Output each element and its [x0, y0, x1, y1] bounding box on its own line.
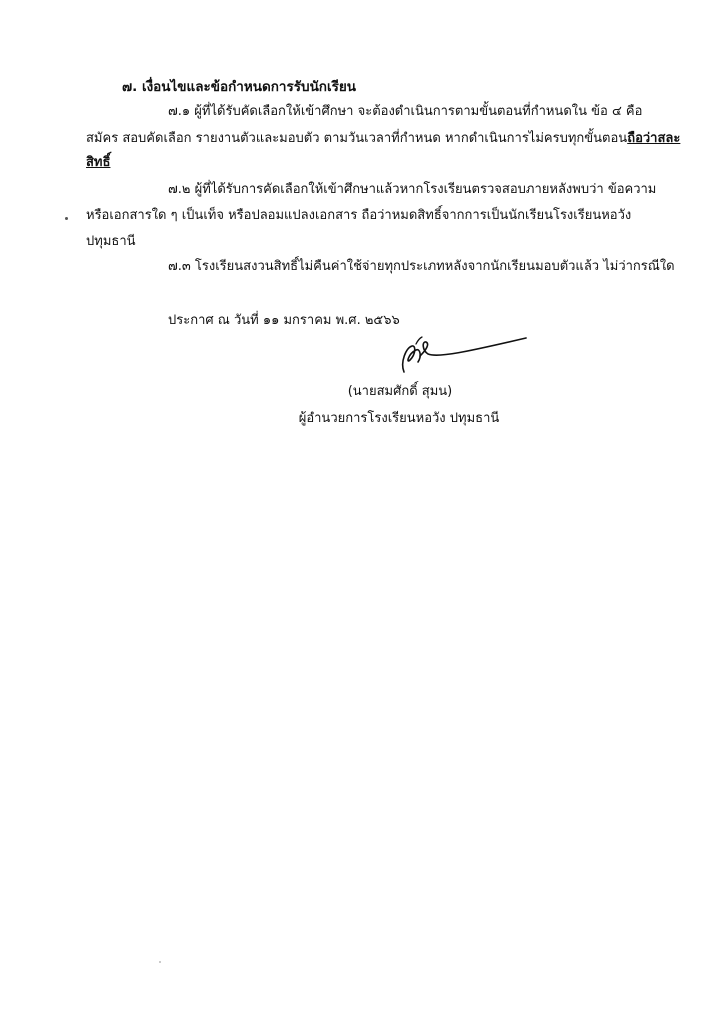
- item-7-1-line-2-text: สมัคร สอบคัดเลือก รายงานตัวและมอบตัว ตามวันเวลาที่กำหนด หากดำเนินการไม่ครบทุกขั้นตอน: [86, 131, 628, 146]
- item-7-1-line-2: [86, 130, 680, 148]
- item-7-1-emphasis-end: สิทธิ์: [86, 155, 111, 170]
- item-7-1-line-1: ๗.๑ ผู้ที่ได้รับคัดเลือกให้เข้าศึกษา จะต้องดำเนินการตามขั้นตอนที่กำหนดใน ข้อ ๔ คือ: [168, 104, 643, 119]
- handwritten-signature: [386, 332, 536, 376]
- item-7-2-line-1: ๗.๒ ผู้ที่ได้รับการคัดเลือกให้เข้าศึกษาแล้วหากโรงเรียนตรวจสอบภายหลังพบว่า ข้อความ: [168, 182, 657, 197]
- item-7-2-line-2: หรือเอกสารใด ๆ เป็นเท็จ หรือปลอมแปลงเอกสาร ถือว่าหมดสิทธิ์จากการเป็นนักเรียนโรงเรียนหอวัง: [86, 208, 632, 223]
- item-7-3-line-1: ๗.๓ โรงเรียนสงวนสิทธิ์ไม่คืนค่าใช้จ่ายทุกประเภทหลังจากนักเรียนมอบตัวแล้ว ไม่ว่ากรณีใด: [168, 259, 675, 274]
- announcement-date: ประกาศ ณ วันที่ ๑๑ มกราคม พ.ศ. ๒๕๖๖: [168, 313, 400, 328]
- item-7-1-emphasis-start: ถือว่าสละ: [627, 131, 681, 146]
- scan-speck: [65, 217, 68, 220]
- scan-speck: [159, 961, 161, 963]
- section-heading: ๗. เงื่อนไขและข้อกำหนดการรับนักเรียน: [122, 79, 356, 95]
- item-7-2-line-3: ปทุมธานี: [86, 234, 136, 249]
- signer-name: (นายสมศักดิ์ สุมน): [347, 384, 453, 399]
- signer-title: ผู้อำนวยการโรงเรียนหอวัง ปทุมธานี: [298, 411, 500, 426]
